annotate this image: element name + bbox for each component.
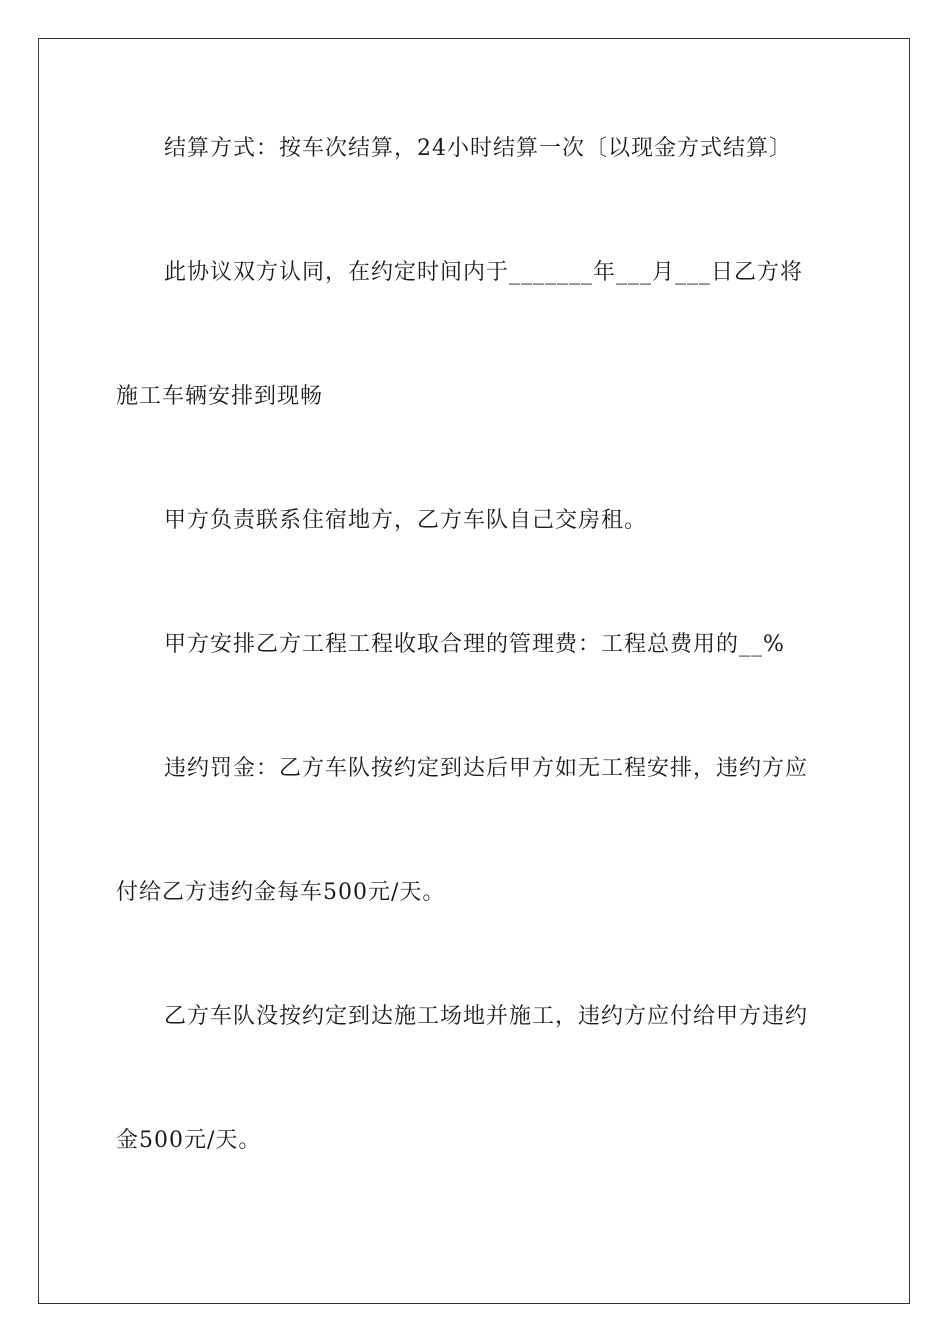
settlement-method-line: 结算方式：按车次结算，24小时结算一次〔以现金方式结算〕 — [164, 136, 792, 161]
vehicle-arrangement-line: 施工车辆安排到现畅 — [116, 384, 324, 409]
page-border — [38, 38, 910, 1304]
penalty-line-1: 违约罚金：乙方车队按约定到达后甲方如无工程安排，违约方应 — [164, 756, 809, 781]
penalty-line-3: 乙方车队没按约定到达施工场地并施工，违约方应付给甲方违约 — [164, 1004, 809, 1029]
penalty-line-4: 金500元/天。 — [116, 1128, 262, 1153]
management-fee-line: 甲方安排乙方工程工程收取合理的管理费：工程总费用的__% — [164, 632, 785, 657]
penalty-line-2: 付给乙方违约金每车500元/天。 — [116, 880, 446, 905]
accommodation-line: 甲方负责联系住宿地方，乙方车队自己交房租。 — [164, 508, 648, 533]
agreement-date-line: 此协议双方认同，在约定时间内于_______年___月___日乙方将 — [164, 260, 804, 285]
